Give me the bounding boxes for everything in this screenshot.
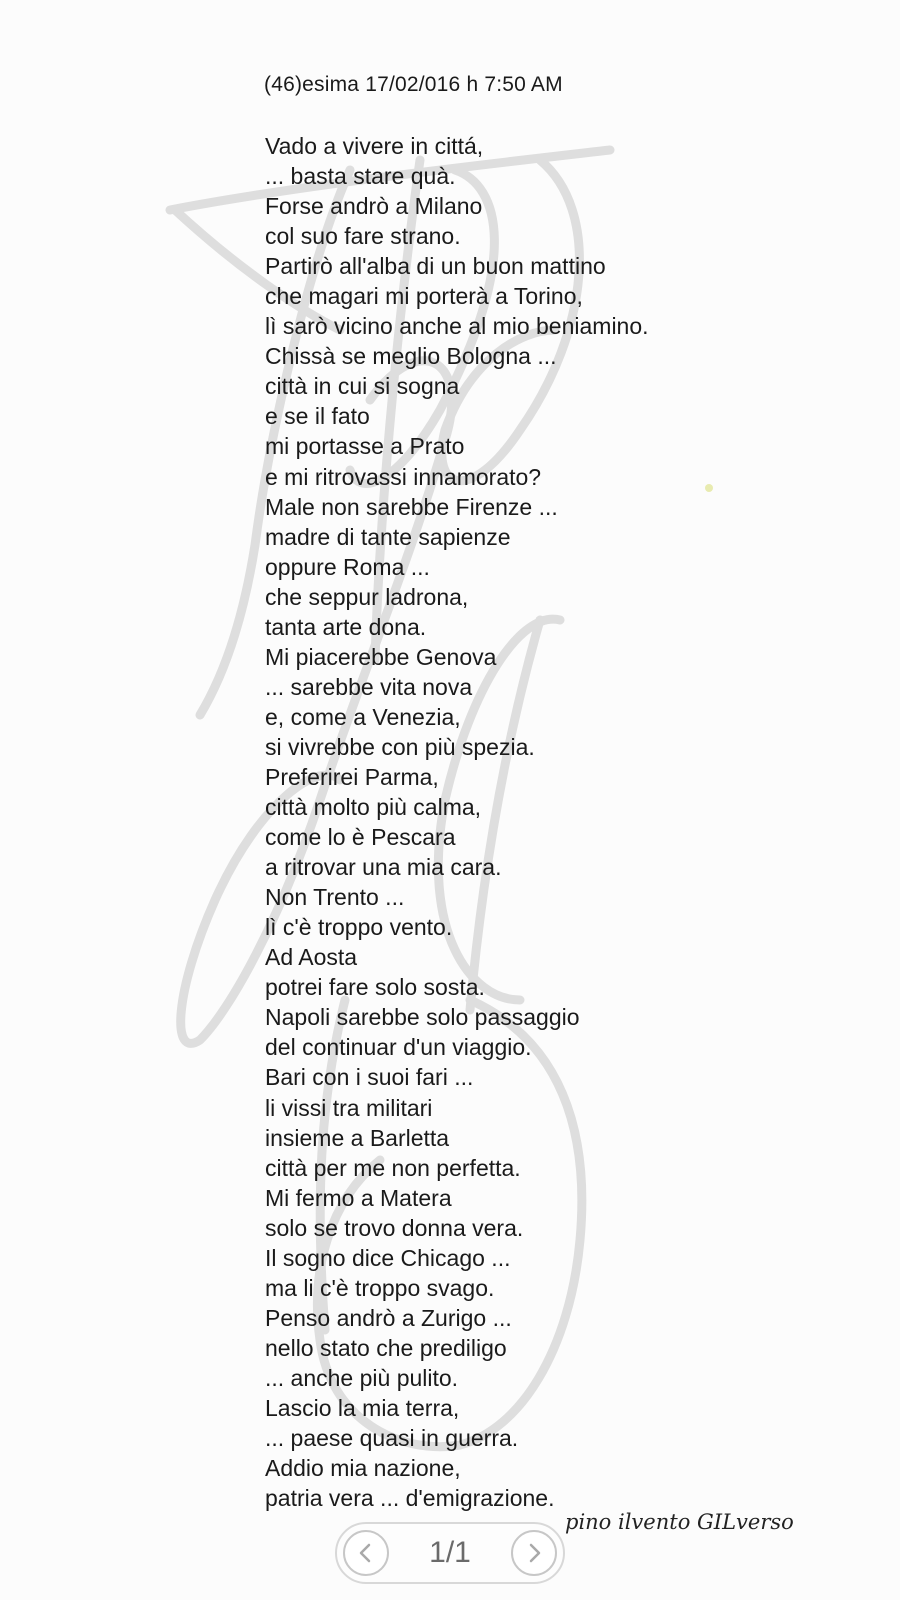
poem-line: che magari mi porterà a Torino, xyxy=(265,283,583,310)
poem-line: lì sarò vicino anche al mio beniamino. xyxy=(265,313,649,340)
poem-line: Mi piacerebbe Genova xyxy=(265,643,497,670)
poem-line: del continuar d'un viaggio. xyxy=(265,1034,532,1061)
poem-line: Mi fermo a Matera xyxy=(265,1184,452,1211)
chevron-left-icon xyxy=(356,1542,376,1564)
poem-line: come lo è Pescara xyxy=(265,824,456,851)
poem-line: ma li c'è troppo svago. xyxy=(265,1274,495,1301)
poem-line: Il sogno dice Chicago ... xyxy=(265,1244,511,1271)
poem-line: lì c'è troppo vento. xyxy=(265,914,453,941)
next-page-button[interactable] xyxy=(511,1530,557,1576)
poem-line: nello stato che prediligo xyxy=(265,1334,507,1361)
poem-line: tanta arte dona. xyxy=(265,613,427,640)
poem-line: Napoli sarebbe solo passaggio xyxy=(265,1004,580,1031)
poem-line: ... paese quasi in guerra. xyxy=(265,1425,519,1452)
poem-line: Partirò all'alba di un buon mattino xyxy=(265,253,606,280)
poem-line: Forse andrò a Milano xyxy=(265,193,483,220)
poem-line: Male non sarebbe Firenze ... xyxy=(265,493,558,520)
poem-line: Non Trento ... xyxy=(265,884,405,911)
poem-line: mi portasse a Prato xyxy=(265,433,465,460)
poem-line: Preferirei Parma, xyxy=(265,763,439,790)
poem-line: Penso andrò a Zurigo ... xyxy=(265,1304,512,1331)
poem-line: Ad Aosta xyxy=(265,944,358,971)
poem-line: ... sarebbe vita nova xyxy=(265,673,473,700)
poem-line: li vissi tra militari xyxy=(265,1094,433,1121)
poem-line: a ritrovar una mia cara. xyxy=(265,854,502,881)
poem-line: col suo fare strano. xyxy=(265,223,461,250)
poem-line: si vivrebbe con più spezia. xyxy=(265,733,535,760)
poem-header-date: (46)esima 17/02/016 h 7:50 AM xyxy=(264,73,563,96)
page-navigator xyxy=(335,1522,565,1584)
poem-line: ... basta stare quà. xyxy=(265,163,456,190)
poem-line: madre di tante sapienze xyxy=(265,523,511,550)
poem-line: e, come a Venezia, xyxy=(265,703,461,730)
poem-line: insieme a Barletta xyxy=(265,1124,450,1151)
poem-line: città in cui si sogna xyxy=(265,373,460,400)
poem-text xyxy=(265,131,649,1513)
poem-line: Vado a vivere in cittá, xyxy=(265,133,484,159)
poem-line: che seppur ladrona, xyxy=(265,583,469,610)
poem-line: Lascio la mia terra, xyxy=(265,1394,460,1421)
previous-page-button[interactable] xyxy=(343,1530,389,1576)
poem-line: Bari con i suoi fari ... xyxy=(265,1064,474,1091)
poem-line: e mi ritrovassi innamorato? xyxy=(265,463,542,490)
poem-line: potrei fare solo sosta. xyxy=(265,974,485,1001)
poem-line: città molto più calma, xyxy=(265,794,482,821)
poem-line: Chissà se meglio Bologna ... xyxy=(265,343,557,370)
poem-line: patria vera ... d'emigrazione. xyxy=(265,1485,555,1512)
chevron-right-icon xyxy=(524,1542,544,1564)
page-indicator: 1/1 xyxy=(429,1536,471,1569)
poem-line: oppure Roma ... xyxy=(265,553,430,580)
poem-line: e se il fato xyxy=(265,403,370,430)
poem-line: Addio mia nazione, xyxy=(265,1455,461,1482)
poem-line: solo se trovo donna vera. xyxy=(265,1214,524,1241)
poem-line: città per me non perfetta. xyxy=(265,1154,521,1181)
poem-line: ... anche più pulito. xyxy=(265,1364,459,1391)
author-signature: pino ilvento GILverso xyxy=(565,1510,794,1534)
